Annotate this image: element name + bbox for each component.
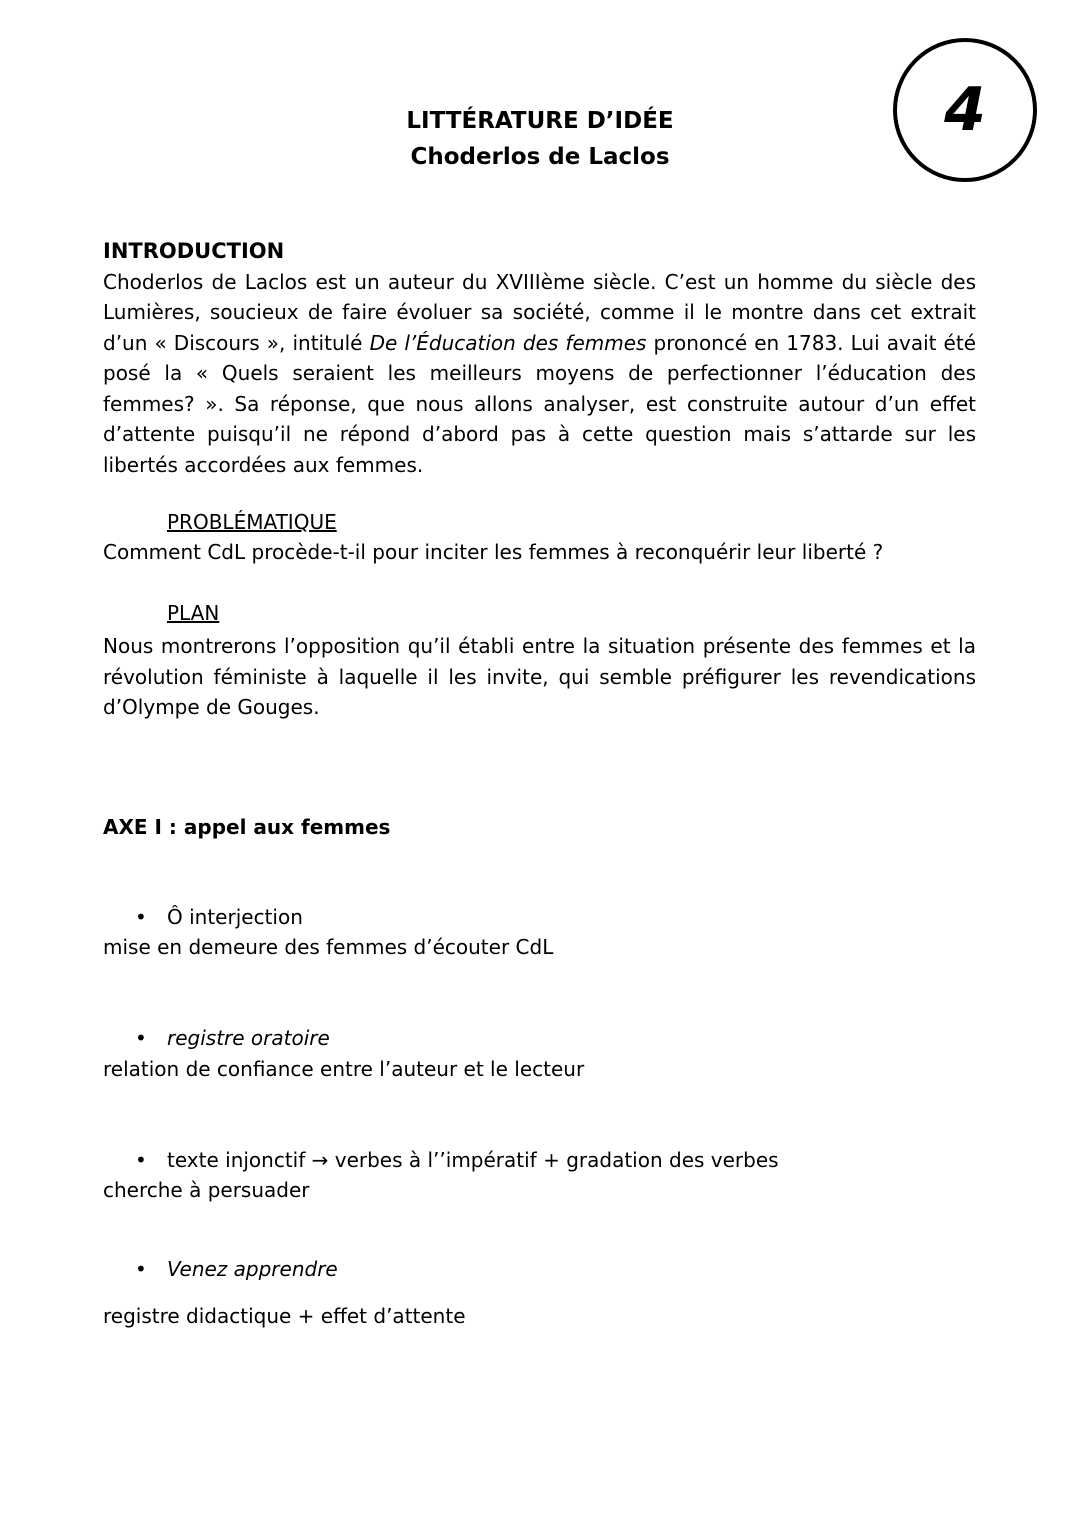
intro-line: Lumières, soucieux de faire évoluer sa société, comme il le montre dans cet extrait — [103, 300, 976, 324]
list-item-note: mise en demeure des femmes d’écouter CdL — [103, 935, 554, 959]
list-item-label: texte injonctif → verbes à l’’impératif + gradation des verbes — [167, 1148, 779, 1172]
intro-line: posé la « Quels seraient les meilleurs moyens de perfectionner l’éducation des — [103, 361, 976, 385]
intro-line: Choderlos de Laclos est un auteur du XVIIIème siècle. C’est un homme du siècle des — [103, 269, 976, 294]
document-title: LITTÉRATURE D’IDÉE — [406, 108, 674, 134]
page-number: 4 — [944, 75, 986, 145]
list-item-label: registre oratoire — [167, 1026, 330, 1050]
list-item-note: registre didactique + effet d’attente — [103, 1304, 466, 1328]
bullet-icon: • — [135, 905, 147, 929]
intro-line: d’attente puisqu’il ne répond d’abord pas à cette question mais s’attarde sur les — [103, 422, 976, 446]
list-item — [135, 1257, 338, 1281]
intro-line: femmes? ». Sa réponse, que nous allons analyser, est construite autour d’un effet — [103, 391, 976, 416]
intro-line3-post: prononcé en 1783. Lui avait été — [646, 330, 976, 355]
plan-line: d’Olympe de Gouges. — [103, 695, 320, 719]
plan-heading: PLAN — [167, 601, 220, 625]
plan-line: Nous montrerons l’opposition qu’il établi entre la situation présente des femmes et la — [103, 634, 976, 658]
bullet-icon: • — [135, 1026, 147, 1050]
plan-text — [103, 631, 976, 723]
list-item-note: cherche à persuader — [103, 1178, 310, 1202]
document-subtitle: Choderlos de Laclos — [410, 144, 670, 170]
problematique-heading: PROBLÉMATIQUE — [167, 510, 337, 534]
list-item — [135, 905, 303, 929]
list-item — [135, 1026, 330, 1050]
axe-1-title: AXE I : appel aux femmes — [103, 815, 391, 839]
problematique-text: Comment CdL procède-t-il pour inciter les femmes à reconquérir leur liberté ? — [103, 540, 884, 564]
intro-line — [103, 328, 976, 359]
bullet-icon: • — [135, 1257, 147, 1281]
introduction-text — [103, 267, 976, 481]
work-title-italic: De l’Éducation des femmes — [369, 330, 647, 355]
list-item — [135, 1148, 779, 1172]
intro-line3-pre: d’un « Discours », intitulé — [103, 330, 370, 355]
list-item-label: Ô interjection — [167, 905, 303, 929]
list-item-label: Venez apprendre — [167, 1257, 338, 1281]
introduction-section — [103, 236, 976, 480]
plan-line: révolution féministe à laquelle il les invite, qui semble préfigurer les revendications — [103, 664, 976, 689]
list-item-note: relation de confiance entre l’auteur et le lecteur — [103, 1057, 585, 1081]
bullet-icon: • — [135, 1148, 147, 1172]
introduction-heading: INTRODUCTION — [103, 239, 285, 263]
intro-line: libertés accordées aux femmes. — [103, 452, 424, 477]
